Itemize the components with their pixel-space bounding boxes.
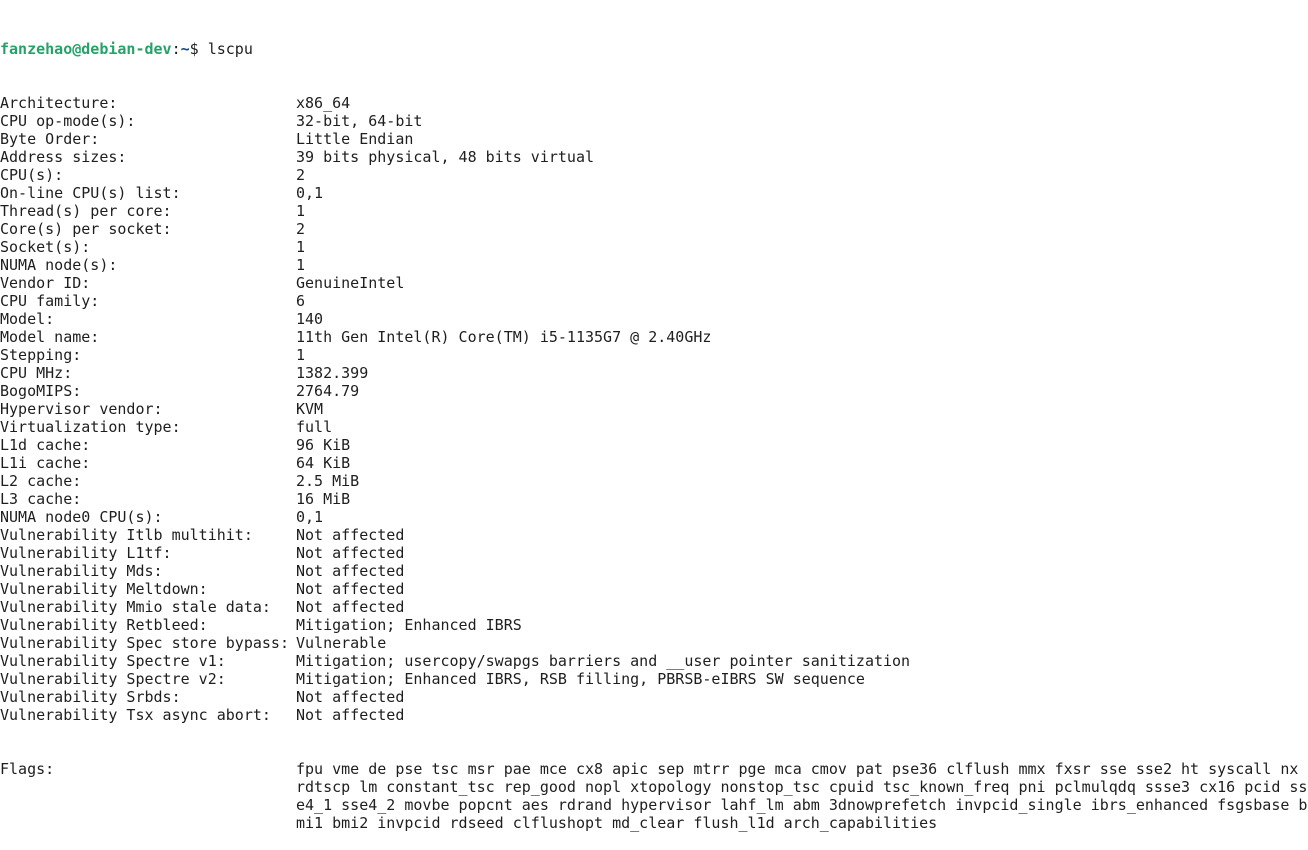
output-row	[0, 400, 1308, 418]
output-row	[0, 166, 1308, 184]
flags-line: fpu vme de pse tsc msr pae mce cx8 apic sep mtrr pge mca cmov pat pse36 clflush mmx fxsr sse sse2 ht syscall nx	[296, 760, 1299, 778]
output-row	[0, 580, 1308, 598]
output-row	[0, 616, 1308, 634]
output-row	[0, 436, 1308, 454]
output-key: Socket(s):	[0, 238, 91, 256]
output-value: x86_64	[296, 94, 351, 112]
output-key: L1i cache:	[0, 454, 91, 472]
flags-value	[296, 760, 1307, 832]
output-key: Vulnerability Spectre v1:	[0, 652, 226, 670]
output-row	[0, 418, 1308, 436]
output-key: CPU MHz:	[0, 364, 73, 382]
flags-line: rdtscp lm constant_tsc rep_good nopl xtopology nonstop_tsc cpuid tsc_known_freq pni pclmulqdq ssse3 cx16 pcid ss	[296, 778, 1308, 796]
flags-line: e4_1 sse4_2 movbe popcnt aes rdrand hypervisor lahf_lm abm 3dnowprefetch invpcid_single ibrs_enhanced fsgsbase b	[296, 796, 1308, 814]
output-row	[0, 292, 1308, 310]
output-row	[0, 562, 1308, 580]
output-value: GenuineIntel	[296, 274, 405, 292]
output-row	[0, 364, 1308, 382]
output-value: Not affected	[296, 706, 405, 724]
output-key: Byte Order:	[0, 130, 100, 148]
output-row	[0, 490, 1308, 508]
output-key: Model:	[0, 310, 55, 328]
output-row	[0, 454, 1308, 472]
output-key: Vendor ID:	[0, 274, 91, 292]
output-value: Not affected	[296, 562, 405, 580]
output-value: 16 MiB	[296, 490, 351, 508]
output-value: 11th Gen Intel(R) Core(TM) i5-1135G7 @ 2.40GHz	[296, 328, 712, 346]
output-key: Vulnerability L1tf:	[0, 544, 172, 562]
output-value: Mitigation; Enhanced IBRS, RSB filling, PBRSB-eIBRS SW sequence	[296, 670, 865, 688]
output-value: 1	[296, 238, 306, 256]
flags-row	[0, 760, 1308, 832]
prompt-symbol: $	[189, 40, 208, 58]
prompt-path: ~	[180, 40, 190, 58]
output-value: 1	[296, 346, 306, 364]
output-row	[0, 94, 1308, 112]
output-value: full	[296, 418, 333, 436]
output-value: 64 KiB	[296, 454, 351, 472]
output-key: NUMA node(s):	[0, 256, 118, 274]
terminal-output[interactable]	[0, 4, 1308, 832]
output-key: NUMA node0 CPU(s):	[0, 508, 163, 526]
output-key: Thread(s) per core:	[0, 202, 172, 220]
output-value: 2.5 MiB	[296, 472, 360, 490]
output-key: Hypervisor vendor:	[0, 400, 163, 418]
output-row	[0, 220, 1308, 238]
output-value: 6	[296, 292, 306, 310]
output-key: Vulnerability Mmio stale data:	[0, 598, 271, 616]
output-row	[0, 238, 1308, 256]
output-value: Not affected	[296, 544, 405, 562]
prompt-separator: :	[171, 40, 181, 58]
output-row	[0, 670, 1308, 688]
output-key: Core(s) per socket:	[0, 220, 172, 238]
output-key: CPU(s):	[0, 166, 64, 184]
output-value: Not affected	[296, 526, 405, 544]
output-row	[0, 634, 1308, 652]
output-row	[0, 328, 1308, 346]
output-key: L2 cache:	[0, 472, 82, 490]
output-key: On-line CPU(s) list:	[0, 184, 181, 202]
output-value: Not affected	[296, 688, 405, 706]
output-value: 0,1	[296, 184, 324, 202]
output-value: 0,1	[296, 508, 324, 526]
output-value: 39 bits physical, 48 bits virtual	[296, 148, 595, 166]
output-row	[0, 652, 1308, 670]
output-row	[0, 274, 1308, 292]
output-key: Vulnerability Retbleed:	[0, 616, 208, 634]
output-row	[0, 598, 1308, 616]
output-row	[0, 184, 1308, 202]
output-value: Mitigation; Enhanced IBRS	[296, 616, 522, 634]
output-value: Mitigation; usercopy/swapgs barriers and __user pointer sanitization	[296, 652, 911, 670]
output-row	[0, 148, 1308, 166]
output-row	[0, 508, 1308, 526]
output-key: Address sizes:	[0, 148, 127, 166]
output-key: Vulnerability Srbds:	[0, 688, 181, 706]
output-value: 2	[296, 166, 306, 184]
output-row	[0, 346, 1308, 364]
output-value: Vulnerable	[296, 634, 387, 652]
output-key: L3 cache:	[0, 490, 82, 508]
output-value: 1	[296, 202, 306, 220]
output-key: CPU op-mode(s):	[0, 112, 136, 130]
prompt-line	[0, 40, 1308, 58]
output-key: Vulnerability Meltdown:	[0, 580, 208, 598]
prompt-user-host: fanzehao@debian-dev	[0, 40, 172, 58]
output-row	[0, 202, 1308, 220]
output-key: Stepping:	[0, 346, 82, 364]
output-value: 1	[296, 256, 306, 274]
output-key: Model name:	[0, 328, 100, 346]
output-value: 1382.399	[296, 364, 369, 382]
output-key: Vulnerability Tsx async abort:	[0, 706, 271, 724]
output-row	[0, 130, 1308, 148]
output-row	[0, 472, 1308, 490]
output-value: Not affected	[296, 580, 405, 598]
output-row	[0, 526, 1308, 544]
output-key: CPU family:	[0, 292, 100, 310]
output-key: BogoMIPS:	[0, 382, 82, 400]
output-value: 32-bit, 64-bit	[296, 112, 423, 130]
output-row	[0, 706, 1308, 724]
output-value: 140	[296, 310, 324, 328]
output-row	[0, 256, 1308, 274]
output-row	[0, 382, 1308, 400]
output-key: Vulnerability Mds:	[0, 562, 163, 580]
output-row	[0, 112, 1308, 130]
command-text: lscpu	[207, 40, 253, 58]
output-key: Vulnerability Spec store bypass:	[0, 634, 289, 652]
output-row	[0, 688, 1308, 706]
output-value: KVM	[296, 400, 324, 418]
output-value: 96 KiB	[296, 436, 351, 454]
output-row	[0, 544, 1308, 562]
output-value: Not affected	[296, 598, 405, 616]
output-value: 2764.79	[296, 382, 360, 400]
output-key: Vulnerability Spectre v2:	[0, 670, 226, 688]
flags-key: Flags:	[0, 760, 55, 778]
flags-line: mi1 bmi2 invpcid rdseed clflushopt md_clear flush_l1d arch_capabilities	[296, 814, 938, 832]
lscpu-output	[0, 94, 1308, 724]
output-key: L1d cache:	[0, 436, 91, 454]
output-key: Vulnerability Itlb multihit:	[0, 526, 253, 544]
output-key: Architecture:	[0, 94, 118, 112]
output-row	[0, 310, 1308, 328]
output-value: 2	[296, 220, 306, 238]
output-key: Virtualization type:	[0, 418, 181, 436]
output-value: Little Endian	[296, 130, 414, 148]
